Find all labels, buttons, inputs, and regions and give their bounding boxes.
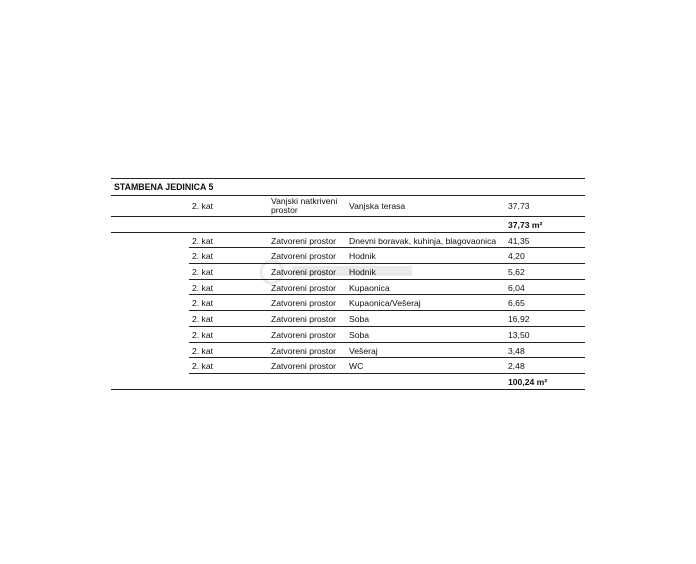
room-floor: 2. kat xyxy=(192,361,214,372)
room-name: Dnevni boravak, kuhinja, blagovaonica xyxy=(349,235,497,246)
outdoor-area: 37,73 xyxy=(508,201,530,211)
room-name: WC xyxy=(349,361,364,372)
room-area: 41,35 xyxy=(508,235,530,246)
room-area: 6,04 xyxy=(508,282,525,293)
room-area: 2,48 xyxy=(508,361,525,372)
outdoor-type: Vanjski natkriveni prostor xyxy=(271,196,338,215)
room-floor: 2. kat xyxy=(192,235,214,246)
room-floor: 2. kat xyxy=(192,298,214,309)
room-name: Hodnik xyxy=(349,267,376,278)
table-row xyxy=(189,233,585,249)
table-row xyxy=(189,327,585,343)
room-type: Zatvoreni prostor xyxy=(271,298,336,309)
table-row xyxy=(189,264,585,280)
table-row xyxy=(189,295,585,311)
room-name: Kupaonica/Vešeraj xyxy=(349,298,421,309)
room-type: Zatvoreni prostor xyxy=(271,267,336,278)
room-name: Kupaonica xyxy=(349,282,390,293)
room-area: 3,48 xyxy=(508,345,525,356)
grand-total-row xyxy=(111,374,585,390)
area-table xyxy=(111,178,585,390)
table-row xyxy=(189,280,585,296)
room-type: Zatvoreni prostor xyxy=(271,361,336,372)
room-type: Zatvoreni prostor xyxy=(271,345,336,356)
room-name: Vešeraj xyxy=(349,345,378,356)
room-area: 6,65 xyxy=(508,298,525,309)
room-type: Zatvoreni prostor xyxy=(271,314,336,325)
table-row xyxy=(189,248,585,264)
table-row xyxy=(189,358,585,374)
room-floor: 2. kat xyxy=(192,314,214,325)
room-floor: 2. kat xyxy=(192,329,214,340)
room-area: 4,20 xyxy=(508,251,525,262)
room-name: Soba xyxy=(349,314,370,325)
outdoor-row xyxy=(111,196,585,217)
table-row xyxy=(189,343,585,359)
room-type: Zatvoreni prostor xyxy=(271,282,336,293)
room-area: 16,92 xyxy=(508,314,530,325)
outdoor-floor: 2. kat xyxy=(192,201,214,211)
room-type: Zatvoreni prostor xyxy=(271,251,336,262)
table-row xyxy=(189,311,585,327)
room-name: Hodnik xyxy=(349,251,376,262)
outdoor-subtotal: 37,73 m² xyxy=(508,220,543,230)
room-floor: 2. kat xyxy=(192,345,214,356)
room-floor: 2. kat xyxy=(192,267,214,278)
room-type: Zatvoreni prostor xyxy=(271,329,336,340)
room-floor: 2. kat xyxy=(192,282,214,293)
room-floor: 2. kat xyxy=(192,251,214,262)
table-title-row xyxy=(111,178,585,196)
grand-total: 100,24 m² xyxy=(508,376,548,387)
room-name: Soba xyxy=(349,329,370,340)
room-area: 13,50 xyxy=(508,329,530,340)
room-type: Zatvoreni prostor xyxy=(271,235,336,246)
outdoor-room: Vanjska terasa xyxy=(349,201,406,211)
room-area: 5,62 xyxy=(508,267,525,278)
unit-title: STAMBENA JEDINICA 5 xyxy=(114,182,214,192)
outdoor-subtotal-row xyxy=(111,217,585,233)
